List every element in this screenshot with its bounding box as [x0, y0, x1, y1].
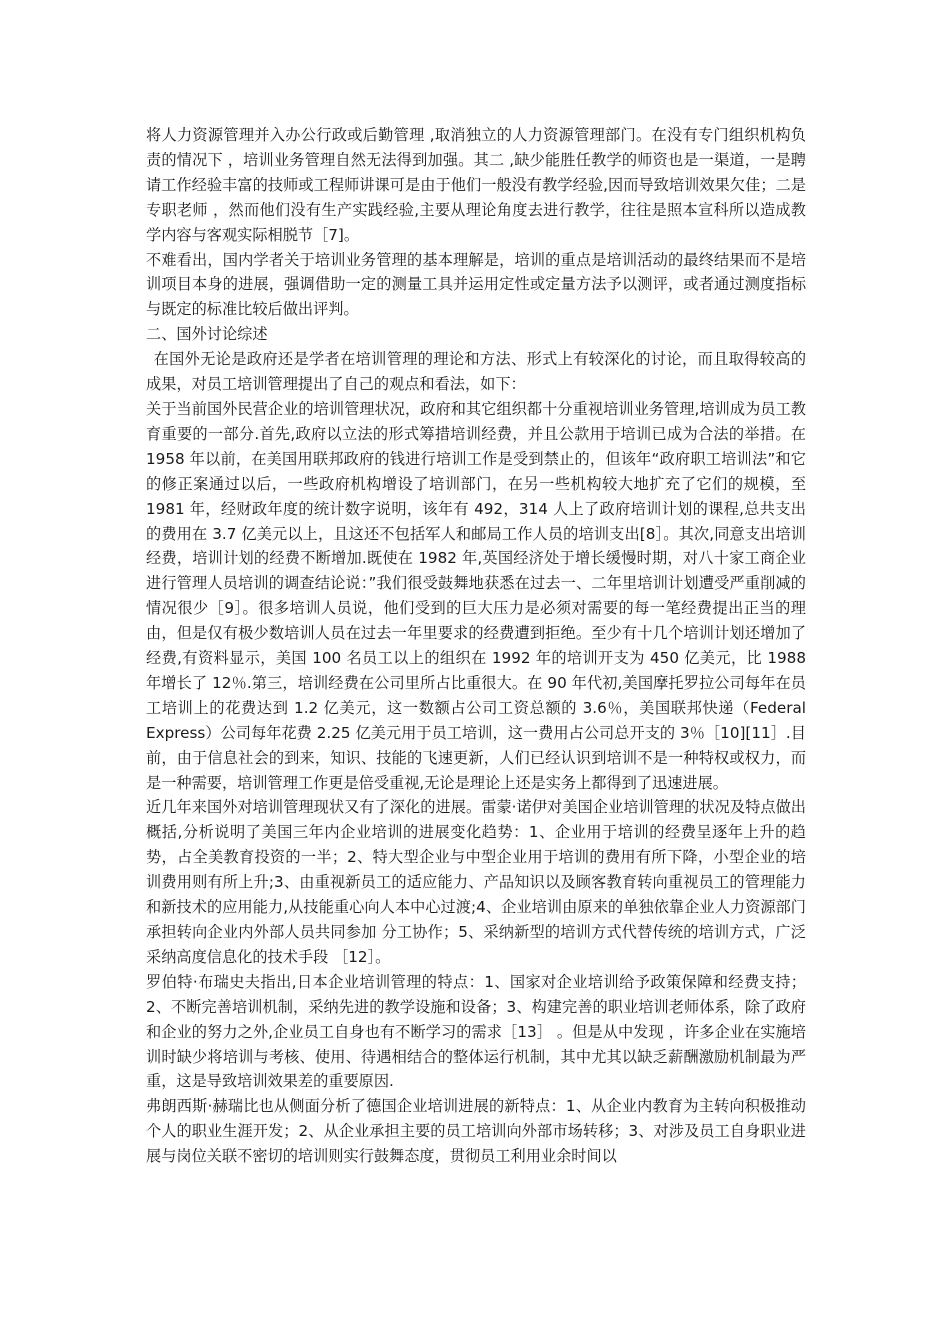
document-body	[146, 123, 806, 1169]
paragraph-domestic-summary: 不难看出，国内学者关于培训业务管理的基本理解是，培训的重点是培训活动的最终结果而不是培训项目本身的进展，强调借助一定的测量工具并运用定性或定量方法予以测评，或者通过测度指标与既定的标准比较后做出评判。	[146, 250, 806, 319]
paragraph-germany-features: 弗朗西斯·赫瑞比也从侧面分析了德国企业培训进展的新特点：1、从企业内教育为主转向积极推动个人的职业生涯开发；2、从企业承担主要的员工培训向外部市场转移；3、对涉及员工自身职业进展与岗位关联不密切的培训则实行鼓舞态度，贯彻员工利用业余时间以	[146, 1097, 806, 1166]
section-heading-foreign-review: 二、国外讨论综述	[146, 325, 268, 344]
paragraph-foreign-intro: 在国外无论是政府还是学者在培训管理的理论和方法、形式上有较深化的讨论，而且取得较高的成果，对员工培训管理提出了自己的观点和看法，如下：	[146, 350, 806, 394]
paragraph-foreign-status: 关于当前国外民营企业的培训管理状况，政府和其它组织都十分重视培训业务管理,培训成为员工教育重要的一部分.首先,政府以立法的形式筹措培训经费，并且公款用于培训已成为合法的举措。在 1958 年以前，在美国用联邦政府的钱进行培训工作是受到禁止的，但该年“政府职工培训法”和它的修正案通过以后，一些政府机构增设了培训部门，在另一些机构较大地扩充了它们的规模，至 1981 年，经财政年度的统计数字说明，该年有 492，314 人上了政府培训计划的课程,总共支出的费用在 3.7 亿美元以上，且这还不包括军人和邮局工作人员的培训支出[8］。其次,同意支出培训经费，培训计划的经费不断增加.既使在 1982 年,英国经济处于增长缓慢时期，对八十家工商企业进行管理人员培训的调查结论说：”我们很受鼓舞地获悉在过去一、二年里培训计划遭受严重削减的情况很少［9］。很多培训人员说，他们受到的巨大压力是必须对需要的每一笔经费提出正当的理由，但是仅有极少数培训人员在过去一年里要求的经费遭到拒绝。至少有十几个培训计划还增加了经费,有资料显示，美国 100 名员工以上的组织在 1992 年的培训开支为 450 亿美元，比 1988 年增长了 12％.第三，培训经费在公司里所占比重很大。在 90 年代初,美国摩托罗拉公司每年在员工培训上的花费达到 1.2 亿美元，这一数额占公司工资总额的 3.6％，美国联邦快递（Federal Express）公司每年花费 2.25 亿美元用于员工培训，这一费用占公司总开支的 3％［10][11］.目前，由于信息社会的到来，知识、技能的飞速更新，人们已经认识到培训不是一种特权或权力，而是一种需要，培训管理工作更是倍受重视,无论是理论上还是实务上都得到了迅速进展。	[146, 399, 806, 792]
paragraph-us-trends: 近几年来国外对培训管理现状又有了深化的进展。雷蒙·诺伊对美国企业培训管理的状况及特点做出概括,分析说明了美国三年内企业培训的进展变化趋势：1、企业用于培训的经费呈逐年上升的趋势，占全美教育投资的一半；2、特大型企业与中型企业用于培训的费用有所下降，小型企业的培训费用则有所上升;3、由重视新员工的适应能力、产品知识以及顾客教育转向重视员工的管理能力和新技术的应用能力,从技能重心向人本中心过渡;4、企业培训由原来的单独依靠企业人力资源部门承担转向企业内外部人员共同参加 分工协作；5、采纳新型的培训方式代替传统的培训方式，广泛采纳高度信息化的技术手段 ［12］。	[146, 798, 806, 966]
paragraph-japan-features: 罗伯特·布瑞史夫指出,日本企业培训管理的特点：1、国家对企业培训给予政策保障和经费支持；2、不断完善培训机制，采纳先进的教学设施和设备；3、构建完善的职业培训老师体系，除了政府和企业的努力之外,企业员工自身也有不断学习的需求［13］ 。但是从中发现 ，许多企业在实施培训时缺少将培训与考核、使用、待遇相结合的整体运行机制，其中尤其以缺乏薪酬激励机制最为严重，这是导致培训效果差的重要原因.	[146, 972, 806, 1091]
paragraph-domestic-problems: 将人力资源管理并入办公行政或后勤管理 ,取消独立的人力资源管理部门。在没有专门组织机构负责的情况下 ，培训业务管理自然无法得到加强。其二 ,缺少能胜任教学的师资也是一渠道，一是聘请工作经验丰富的技师或工程师讲课可是由于他们一般没有教学经验,因而导致培训效果欠佳；二是专职老师 ，然而他们没有生产实践经验,主要从理论角度去进行教学，往往是照本宣科所以造成教学内容与客观实际相脱节［7]。	[146, 126, 806, 244]
